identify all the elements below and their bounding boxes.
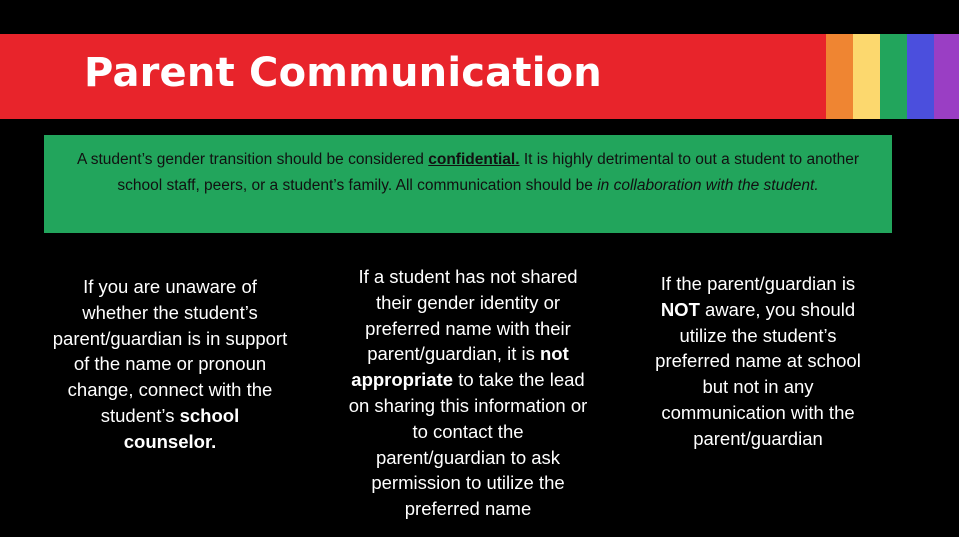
notice-text-1: A student’s gender transition should be considered [76,151,429,168]
column-2-text-2: to take the lead on sharing this information or to contact the parent/guardian to ask permission to utilize the preferred name [348,369,588,520]
column-3-bold: NOT [660,298,700,320]
stripe-green [880,34,907,119]
column-not-aware [640,271,876,452]
column-3-text-2: aware, you should utilize the student’s preferred name at school but not in any communication with the parent/guardian [655,298,861,449]
column-2-text-1: If a student has not shared their gender identity or preferred name with their parent/guardian, it is [358,266,578,365]
column-not-shared [346,264,590,522]
confidentiality-notice [44,135,892,233]
notice-italic: in collaboration with the student. [597,177,819,194]
notice-text-2: It is highly detrimental to out a student to another school staff, peers, or a student’s family. All communication should be [117,151,860,194]
rainbow-stripes [826,34,959,119]
column-3-text-1: If the parent/guardian is [660,273,856,294]
stripe-yellow [853,34,880,119]
column-2-bold: not appropriate [351,343,569,391]
slide-title: Parent Communication [84,50,602,96]
stripe-blue [907,34,934,119]
notice-emphasis: confidential. [428,151,520,168]
stripe-orange [826,34,853,119]
column-1-text: If you are unaware of whether the student’s parent/guardian is in support of the name or pronoun change, connect with the student’s [52,276,288,426]
stripe-purple [934,34,959,119]
column-1-bold: school counselor. [123,404,240,452]
column-unaware [52,274,288,455]
